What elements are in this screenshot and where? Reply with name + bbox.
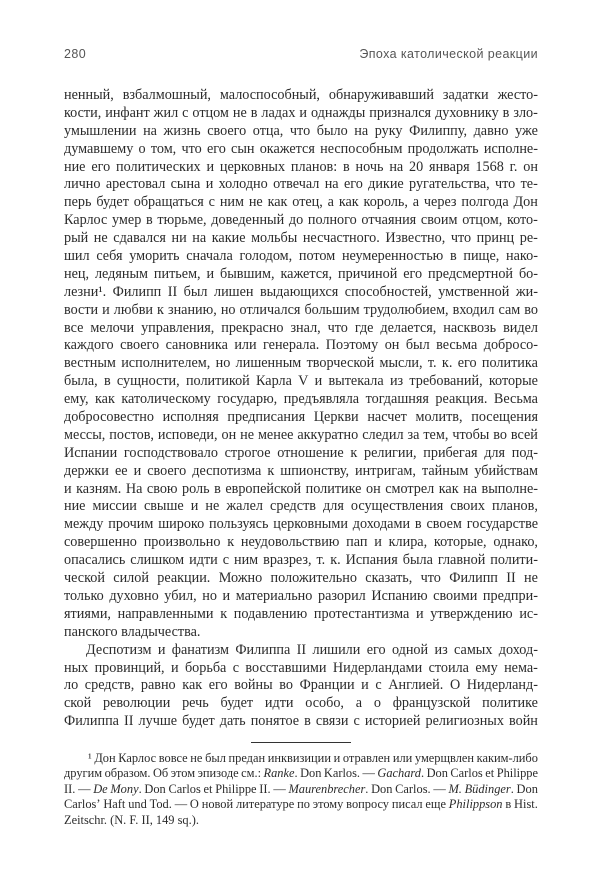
text-line: каждого своего сановника или генерала. Поэтому он был весьма добросо-	[64, 337, 538, 354]
text-line: думавшему о том, что его сын окажется неспособным продолжать исполне-	[64, 140, 538, 157]
text-line: лично арестовал сына и холодно отвечал на его дикие ругательства, что те-	[64, 176, 538, 193]
text-line: ской революции речь будет идти особо, а о французской политике	[64, 695, 538, 712]
text-line: мессы, постов, исповеди, он не менее аккуратно следил за тем, чтобы во всей	[64, 426, 538, 443]
text-line: ло средств, равно как его войны во Франции и с Англией. О Нидерланд-	[64, 677, 538, 694]
text-line: Карлос умер в тюрьме, доведенный до полного отчаяния своим отцом, кото-	[64, 212, 538, 229]
running-title: Эпоха католической реакции	[359, 47, 538, 61]
text-line: держки ее и своего деспотизма к шпионству, интригам, тайным убийствам	[64, 462, 538, 479]
text-line: и казням. На свою роль в европейской политике он смотрел как на выполне-	[64, 480, 538, 497]
text-line: кости, инфант жил с отцом не в ладах и однажды признался духовнику в зло-	[64, 104, 538, 121]
text-line: ние миссии свыше и не жалел средств для осуществления своих планов,	[64, 498, 538, 515]
page-number: 280	[64, 47, 87, 61]
text-line: перь будет обращаться с ним не как отец, а как король, а через полгода Дон	[64, 194, 538, 211]
text-line: панского владычества.	[64, 623, 201, 640]
text-line: нец, ледяным питьем, и бывшим, кажется, причиной его предсмертной бо-	[64, 265, 538, 282]
text-line: ему, как католическому государю, предъявляла тогдашняя реакция. Весьма	[64, 391, 538, 408]
text-line: была, в сущности, политикой Карла V и вытекала из требований, которые	[64, 373, 538, 390]
text-line: умышлении на жизнь своего отца, что было на руку Филиппу, давно уже	[64, 122, 538, 139]
footnote-separator	[251, 742, 351, 743]
text-line: Испании господствовало строгое отношение к религии, прибегая для под-	[64, 444, 538, 461]
footnote-line: другим образом. Об этом эпизоде см.: Ranke. Don Karlos. — Gachard. Don Carlos et Philippe	[64, 766, 538, 781]
text-line: лезни¹. Филипп II был лишен выдающихся способностей, умственной жи-	[64, 283, 538, 300]
text-line: только духовно убил, но и материально разорил Испанию своими предпри-	[64, 587, 538, 604]
footnote	[64, 751, 538, 828]
text-line: ненный, взбалмошный, малоспособный, обнаруживавший задатки жесто-	[64, 87, 538, 103]
text-line: совершенно произвольно к неудовольствию пап и клира, которые, однако,	[64, 534, 538, 551]
page-header	[64, 47, 538, 61]
text-line: ятиями, направленными к подавлению протестантизма и утверждению ис-	[64, 605, 538, 622]
footnote-line: Zeitschr. (N. F. II, 149 sq.).	[64, 812, 199, 827]
text-line: Филиппа II лучше будет дать понятое в связи с историей религиозных войн	[64, 713, 538, 730]
footnote-line: ¹ Дон Карлос вовсе не был предан инквизиции и отравлен или умерщвлен каким-либо	[88, 751, 538, 766]
page-content	[64, 47, 538, 828]
text-line: рый не сдавался ни на какие мольбы несчастного. Известно, что принц ре-	[64, 230, 538, 247]
body-text	[64, 87, 538, 731]
footnote-line: II. — De Mony. Don Carlos et Philippe II. — Maurenbrecher. Don Carlos. — M. Büdinger. Don	[64, 781, 538, 796]
text-line: шил себя уморить сначала голодом, потом неумеренностью в пище, нако-	[64, 248, 538, 265]
text-line: опасались слишком идти с ним вразрез, т. к. Испания была главной полити-	[64, 552, 538, 569]
text-line: все мелочи управления, прекрасно знал, что где делается, насквозь видел	[64, 319, 538, 336]
text-line: ческой силой реакции. Можно положительно сказать, что Филипп II не	[64, 570, 538, 587]
text-line: ние его политических и церковных планов: в ночь на 20 января 1568 г. он	[64, 158, 538, 175]
text-line: добросовестно исполняя предписания Церкви насчет молитв, посещения	[64, 409, 538, 426]
text-line: Деспотизм и фанатизм Филиппа II лишили его одной из самых доход-	[86, 641, 538, 658]
text-line: вости и любви к знанию, но отличался большим трудолюбием, входил сам во	[64, 301, 538, 318]
text-line: ных провинций, и борьба с восставшими Нидерландами стоила ему нема-	[64, 659, 538, 676]
footnote-line: Carlos’ Haft und Tod. — О новой литературе по этому вопросу писал еще Philippson в Hist.	[64, 797, 538, 812]
text-line: между прочим широко пользуясь церковными доходами в своем государстве	[64, 516, 538, 533]
text-line: вестным исполнителем, но лишенным творческой мысли, т. к. его политика	[64, 355, 538, 372]
